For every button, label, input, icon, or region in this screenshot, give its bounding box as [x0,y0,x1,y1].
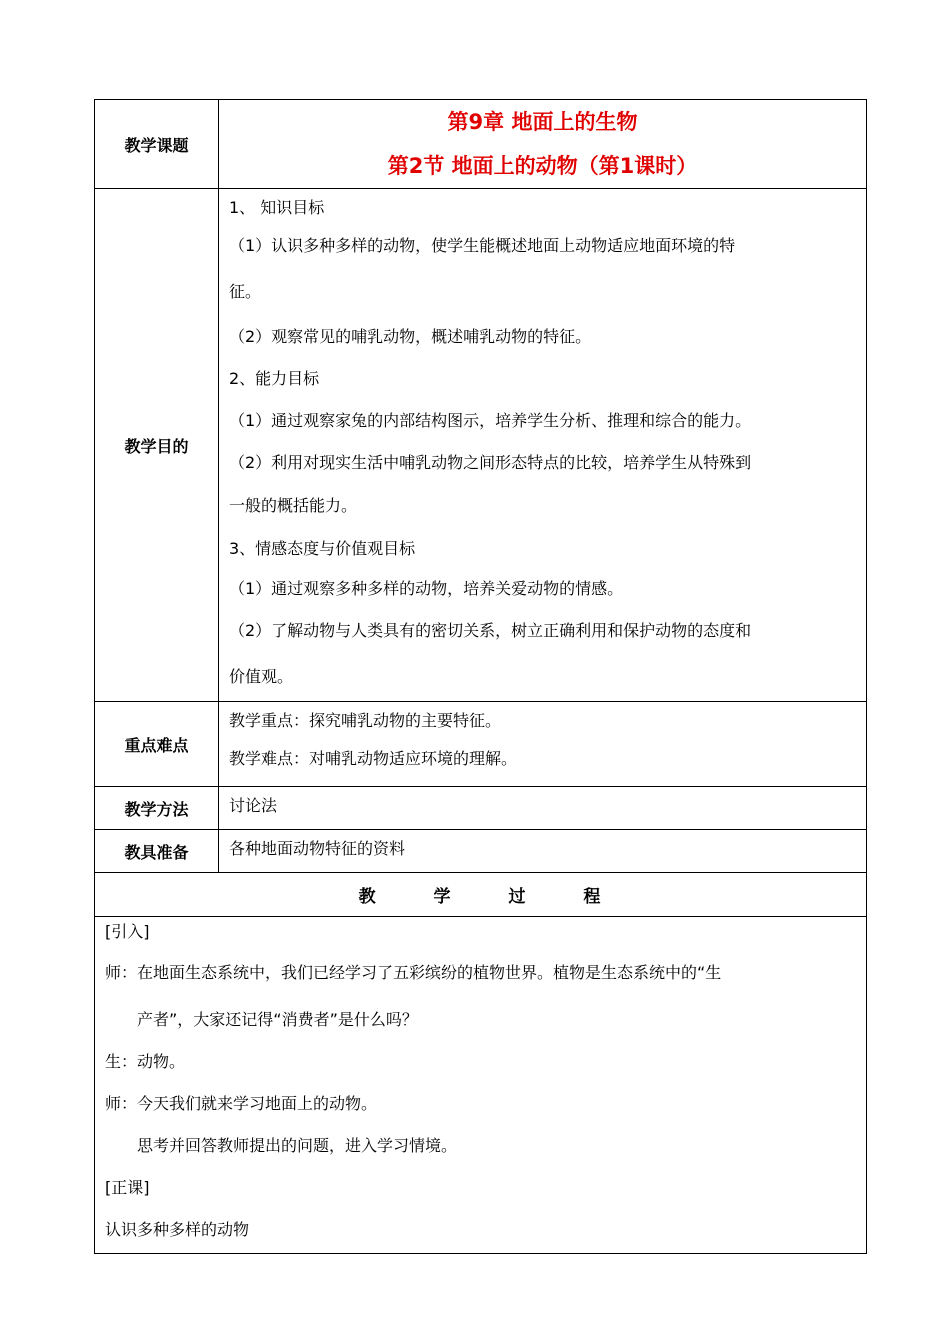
teacher-line-1-cont: 产者”，大家还记得“消费者”是什么吗？ [137,1010,418,1029]
process-heading-char: 程 [583,887,603,907]
teacher-line-2: 师：今天我们就来学习地面上的动物。 [105,1094,378,1113]
section-title: 第2节 地面上的动物（第1课时） [387,154,698,178]
knowledge-goal-title: 1、 知识目标 [229,198,325,217]
lesson-plan-table [94,99,867,1254]
think-instruction: 思考并回答教师提出的问题，进入学习情境。 [137,1136,458,1155]
topic-label: 教学课题 [95,100,219,189]
emotion-goal-1: （1）通过观察多种多样的动物，培养关爱动物的情感。 [229,579,624,598]
emotion-goal-2-cont: 价值观。 [229,667,294,686]
method-value [219,787,867,830]
tools-value [219,830,867,873]
keypoints-content [219,702,867,787]
method-label: 教学方法 [95,787,219,830]
ability-goal-1: （1）通过观察家兔的内部结构图示，培养学生分析、推理和综合的能力。 [229,411,752,430]
method-row [95,787,867,830]
keypoints-label: 重点难点 [95,702,219,787]
topic-row [95,100,867,189]
method-text: 讨论法 [229,796,278,815]
goals-content [219,189,867,702]
ability-goal-2-cont: 一般的概括能力。 [229,496,358,515]
tools-row [95,830,867,873]
process-body-row [95,917,867,1254]
tools-label: 教具准备 [95,830,219,873]
ability-goal-title: 2、能力目标 [229,369,320,388]
process-heading [95,873,867,917]
knowledge-goal-1: （1）认识多种多样的动物，使学生能概述地面上动物适应地面环境的特 [229,236,736,255]
emotion-goal-2: （2）了解动物与人类具有的密切关系，树立正确利用和保护动物的态度和 [229,621,752,640]
chapter-title: 第9章 地面上的生物 [447,110,638,134]
goals-row [95,189,867,702]
ability-goal-2: （2）利用对现实生活中哺乳动物之间形态特点的比较，培养学生从特殊到 [229,453,752,472]
emotion-goal-title: 3、情感态度与价值观目标 [229,539,416,558]
intro-tag: [引入] [105,922,150,941]
process-heading-char: 教 [358,887,378,907]
teaching-difficulty: 教学难点：对哺乳动物适应环境的理解。 [229,749,518,768]
goals-label: 教学目的 [95,189,219,702]
main-tag: [正课] [105,1178,150,1197]
teaching-focus: 教学重点：探究哺乳动物的主要特征。 [229,711,502,730]
process-heading-row [95,873,867,917]
student-line-1: 生：动物。 [105,1052,186,1071]
teacher-line-1: 师：在地面生态系统中，我们已经学习了五彩缤纷的植物世界。植物是生态系统中的“生 [105,963,722,982]
process-heading-char: 学 [433,887,453,907]
keypoints-row [95,702,867,787]
knowledge-goal-2: （2）观察常见的哺乳动物，概述哺乳动物的特征。 [229,327,592,346]
process-heading-char: 过 [508,887,528,907]
topic-line: 认识多种多样的动物 [105,1220,250,1239]
knowledge-goal-1-cont: 征。 [229,282,262,301]
tools-text: 各种地面动物特征的资料 [229,839,406,858]
process-content [95,917,867,1254]
topic-title [219,100,867,189]
